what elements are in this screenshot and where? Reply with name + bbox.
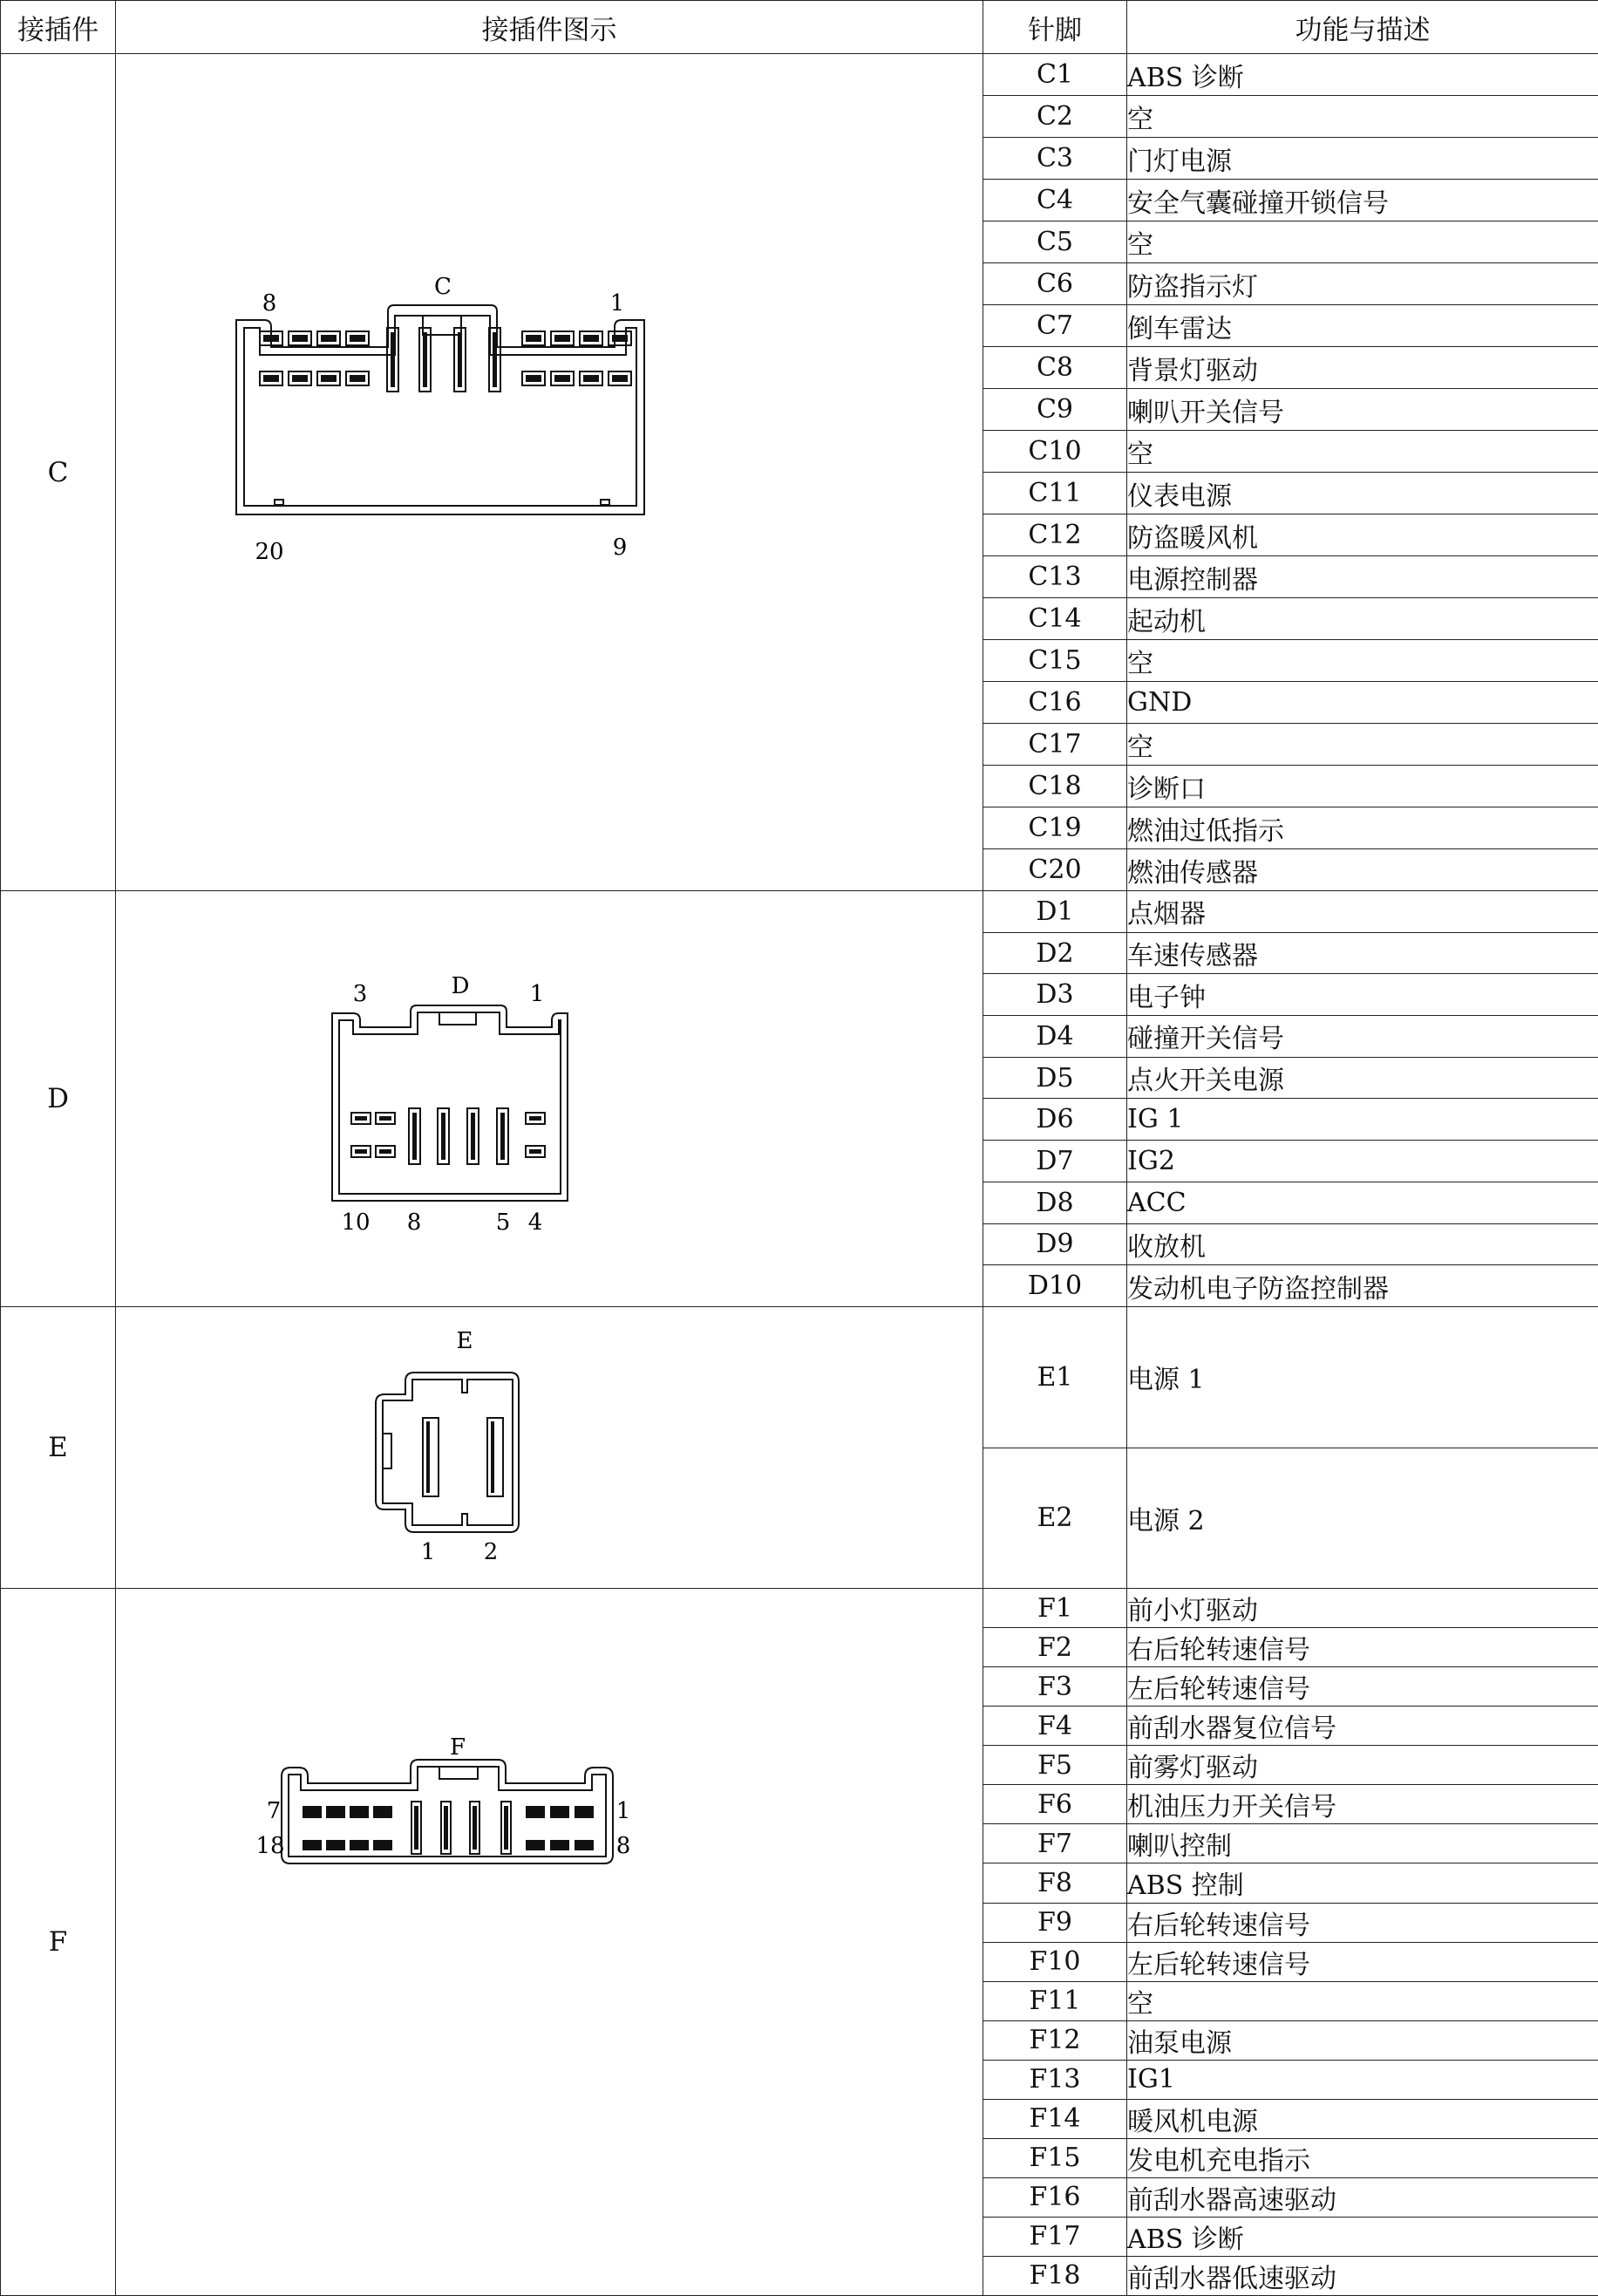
- function-cell: 点烟器: [1127, 891, 1598, 933]
- pin-slot-core: [391, 332, 395, 387]
- function-cell: 防盗暖风机: [1127, 514, 1598, 556]
- function-cell: 暖风机电源: [1127, 2099, 1598, 2138]
- pin-cell: D5: [983, 1057, 1127, 1099]
- function-cell: 电子钟: [1127, 974, 1598, 1016]
- pin-cell: C13: [983, 556, 1127, 598]
- function-cell: 前刮水器低速驱动: [1127, 2256, 1598, 2295]
- pin-slot-core: [263, 335, 279, 342]
- function-cell: 喇叭控制: [1127, 1824, 1598, 1863]
- table-row: [1, 891, 1598, 933]
- function-cell: 诊断口: [1127, 766, 1598, 807]
- pin-slot-core: [554, 375, 570, 382]
- pin-cell: C4: [983, 180, 1127, 221]
- pin-slot-core: [321, 335, 337, 342]
- header-pin: 针脚: [983, 1, 1127, 54]
- connector-e-diagram: [116, 1307, 983, 1584]
- pin-slot-core: [529, 1149, 541, 1154]
- pin-slot: [303, 1806, 322, 1818]
- function-cell: 电源 2: [1127, 1448, 1598, 1589]
- pin-slot: [350, 1806, 369, 1818]
- pin-slot-core: [583, 335, 599, 342]
- pin-slot-core: [379, 1149, 391, 1154]
- pin-cell: F6: [983, 1785, 1127, 1824]
- pin-cell: F10: [983, 1942, 1127, 1981]
- function-cell: 左后轮转速信号: [1127, 1667, 1598, 1707]
- pin-cell: D3: [983, 974, 1127, 1016]
- connector-diagram-cell: [116, 1589, 983, 2296]
- pin-cell: F12: [983, 2020, 1127, 2060]
- function-cell: 空: [1127, 221, 1598, 263]
- pin-cell: F14: [983, 2099, 1127, 2138]
- pin-cell: F3: [983, 1667, 1127, 1707]
- connector-f-diagram: [116, 1589, 983, 2292]
- pin-cell: C2: [983, 96, 1127, 138]
- function-cell: GND: [1127, 682, 1598, 724]
- pin-cell: C19: [983, 807, 1127, 849]
- pin-cell: C8: [983, 347, 1127, 389]
- diagram-f-label-left-top: 7: [267, 1798, 282, 1824]
- diagram-d-label-top-left: 3: [353, 981, 368, 1007]
- pin-cell: F7: [983, 1824, 1127, 1863]
- diagram-c-label-bottom-right: 9: [613, 535, 628, 561]
- pin-slot: [526, 1840, 545, 1850]
- pin-cell: F2: [983, 1628, 1127, 1667]
- function-cell: 倒车雷达: [1127, 305, 1598, 347]
- function-cell: 仪表电源: [1127, 473, 1598, 514]
- function-cell: 前雾灯驱动: [1127, 1746, 1598, 1785]
- pin-slot-core: [612, 335, 628, 342]
- diagram-d-label-bottom-1: 10: [341, 1209, 370, 1236]
- diagram-c-label-top-left: 8: [262, 290, 277, 317]
- function-cell: 右后轮转速信号: [1127, 1628, 1598, 1667]
- pin-cell: C14: [983, 598, 1127, 640]
- pin-cell: D9: [983, 1223, 1127, 1265]
- connector-d-diagram: [116, 891, 983, 1303]
- pin-cell: C5: [983, 221, 1127, 263]
- function-cell: 空: [1127, 96, 1598, 138]
- pin-slot-core: [412, 1113, 417, 1160]
- connector-diagram-cell: [116, 891, 983, 1307]
- pin-slot: [326, 1806, 345, 1818]
- function-cell: 喇叭开关信号: [1127, 389, 1598, 431]
- function-cell: IG2: [1127, 1141, 1598, 1182]
- pin-slot-core: [423, 332, 427, 387]
- diagram-f-label-right-bottom: 8: [616, 1833, 631, 1859]
- connector-name-cell: D: [1, 891, 116, 1307]
- function-cell: ACC: [1127, 1182, 1598, 1223]
- pin-cell: C20: [983, 849, 1127, 891]
- pin-cell: D4: [983, 1016, 1127, 1058]
- pin-slot-core: [414, 1806, 418, 1850]
- diagram-f-title: F: [450, 1734, 466, 1761]
- pin-cell: C11: [983, 473, 1127, 514]
- pin-cell: D1: [983, 891, 1127, 933]
- pin-cell: C1: [983, 54, 1127, 96]
- pin-cell: F1: [983, 1589, 1127, 1628]
- function-cell: 前刮水器高速驱动: [1127, 2177, 1598, 2217]
- diagram-d-title: D: [452, 973, 470, 999]
- function-cell: 防盗指示灯: [1127, 263, 1598, 305]
- pin-cell: C15: [983, 640, 1127, 682]
- pin-slot-core: [493, 332, 497, 387]
- function-cell: IG1: [1127, 2060, 1598, 2099]
- function-cell: 机油压力开关信号: [1127, 1785, 1598, 1824]
- pin-cell: E2: [983, 1448, 1127, 1589]
- pin-cell: D2: [983, 932, 1127, 974]
- function-cell: 前刮水器复位信号: [1127, 1707, 1598, 1746]
- function-cell: ABS 诊断: [1127, 54, 1598, 96]
- function-cell: 点火开关电源: [1127, 1057, 1598, 1099]
- header-diagram: 接插件图示: [116, 1, 983, 54]
- pin-slot-core: [504, 1806, 508, 1850]
- pin-cell: F4: [983, 1707, 1127, 1746]
- table-body: [1, 54, 1598, 2296]
- pin-cell: C10: [983, 431, 1127, 473]
- connector-c-diagram: [116, 54, 983, 887]
- table-row: [1, 1589, 1598, 1628]
- pin-cell: F5: [983, 1746, 1127, 1785]
- pin-slot-core: [292, 335, 308, 342]
- pin-slot: [550, 1806, 569, 1818]
- pin-slot: [550, 1840, 569, 1850]
- pin-slot-core: [526, 375, 541, 382]
- connector-d-pin-slots: [351, 1108, 545, 1164]
- pin-slot-core: [350, 375, 365, 382]
- diagram-e-label-bottom-left: 1: [421, 1539, 436, 1565]
- function-cell: 电源 1: [1127, 1307, 1598, 1448]
- pin-slot: [575, 1840, 594, 1850]
- diagram-c-label-bottom-left: 20: [255, 539, 283, 565]
- pin-cell: D8: [983, 1182, 1127, 1223]
- pin-slot-core: [458, 332, 462, 387]
- function-cell: IG 1: [1127, 1099, 1598, 1141]
- connector-f-pin-slots: [303, 1802, 594, 1854]
- pin-slot-core: [379, 1116, 391, 1121]
- header-connector: 接插件: [1, 1, 116, 54]
- diagram-c-title: C: [434, 274, 452, 300]
- pin-cell: F11: [983, 1981, 1127, 2020]
- table-row: [1, 1307, 1598, 1448]
- pin-cell: C6: [983, 263, 1127, 305]
- pin-slot-core: [350, 335, 365, 342]
- connector-name-cell: F: [1, 1589, 116, 2296]
- pin-cell: D10: [983, 1265, 1127, 1307]
- function-cell: 安全气囊碰撞开锁信号: [1127, 180, 1598, 221]
- diagram-d-label-bottom-4: 4: [528, 1209, 543, 1236]
- function-cell: 燃油过低指示: [1127, 807, 1598, 849]
- pin-slot: [326, 1840, 345, 1850]
- pin-cell: C16: [983, 682, 1127, 724]
- pin-slot-core: [526, 335, 541, 342]
- pin-cell: C17: [983, 724, 1127, 766]
- diagram-f-label-right-top: 1: [616, 1798, 631, 1824]
- pin-slot: [526, 1806, 545, 1818]
- pin-slot-core: [292, 375, 308, 382]
- connector-name-cell: C: [1, 54, 116, 891]
- pin-slot-core: [529, 1116, 541, 1121]
- pin-slot-core: [500, 1113, 505, 1160]
- pin-cell: F16: [983, 2177, 1127, 2217]
- pin-cell: F18: [983, 2256, 1127, 2295]
- header-function: 功能与描述: [1127, 1, 1598, 54]
- pin-cell: E1: [983, 1307, 1127, 1448]
- function-cell: 车速传感器: [1127, 932, 1598, 974]
- connector-name-cell: E: [1, 1307, 116, 1589]
- pin-slot: [373, 1840, 392, 1850]
- pin-slot-core: [441, 1113, 445, 1160]
- pin-cell: F15: [983, 2138, 1127, 2177]
- connector-c-pin-slots: [260, 328, 631, 392]
- diagram-d-label-bottom-2: 8: [407, 1209, 422, 1236]
- function-cell: 右后轮转速信号: [1127, 1903, 1598, 1942]
- pin-slot-core: [583, 375, 599, 382]
- pin-cell: D6: [983, 1099, 1127, 1141]
- pin-cell: F17: [983, 2217, 1127, 2256]
- pin-slot-core: [554, 335, 570, 342]
- diagram-f-label-left-bottom: 18: [255, 1833, 284, 1859]
- function-cell: 碰撞开关信号: [1127, 1016, 1598, 1058]
- function-cell: 发电机充电指示: [1127, 2138, 1598, 2177]
- diagram-e-label-bottom-right: 2: [484, 1539, 499, 1565]
- function-cell: 收放机: [1127, 1223, 1598, 1265]
- pin-slot-core: [444, 1806, 448, 1850]
- connector-diagram-cell: [116, 54, 983, 891]
- pin-slot: [350, 1840, 369, 1850]
- function-cell: 空: [1127, 1981, 1598, 2020]
- function-cell: 空: [1127, 640, 1598, 682]
- pin-slot-core: [612, 375, 628, 382]
- function-cell: 门灯电源: [1127, 138, 1598, 180]
- pin-slot-core: [355, 1116, 367, 1121]
- pin-cell: C12: [983, 514, 1127, 556]
- function-cell: 发动机电子防盗控制器: [1127, 1265, 1598, 1307]
- function-cell: 前小灯驱动: [1127, 1589, 1598, 1628]
- pin-cell: F13: [983, 2060, 1127, 2099]
- pin-slot: [303, 1840, 322, 1850]
- diagram-e-title: E: [457, 1328, 473, 1354]
- pin-cell: C3: [983, 138, 1127, 180]
- diagram-d-label-bottom-3: 5: [496, 1209, 511, 1236]
- pin-cell: C9: [983, 389, 1127, 431]
- pin-cell: C18: [983, 766, 1127, 807]
- function-cell: 燃油传感器: [1127, 849, 1598, 891]
- pin-slot: [575, 1806, 594, 1818]
- pin-cell: F9: [983, 1903, 1127, 1942]
- pin-slot-core: [321, 375, 337, 382]
- function-cell: 背景灯驱动: [1127, 347, 1598, 389]
- pin-slot: [373, 1806, 392, 1818]
- pin-cell: C7: [983, 305, 1127, 347]
- function-cell: 空: [1127, 724, 1598, 766]
- function-cell: 油泵电源: [1127, 2020, 1598, 2060]
- function-cell: 左后轮转速信号: [1127, 1942, 1598, 1981]
- pin-slot-core: [473, 1806, 477, 1850]
- table-header-row: [1, 1, 1598, 54]
- function-cell: 起动机: [1127, 598, 1598, 640]
- pin-slot-core: [263, 375, 279, 382]
- pin-cell: F8: [983, 1863, 1127, 1903]
- connector-diagram-cell: [116, 1307, 983, 1589]
- pin-slot-core: [471, 1113, 475, 1160]
- function-cell: ABS 诊断: [1127, 2217, 1598, 2256]
- pin-cell: D7: [983, 1141, 1127, 1182]
- table-row: [1, 54, 1598, 96]
- diagram-d-label-top-right: 1: [530, 981, 545, 1007]
- diagram-c-label-top-right: 1: [610, 290, 625, 317]
- function-cell: 电源控制器: [1127, 556, 1598, 598]
- function-cell: ABS 控制: [1127, 1863, 1598, 1903]
- function-cell: 空: [1127, 431, 1598, 473]
- pin-slot-core: [355, 1149, 367, 1154]
